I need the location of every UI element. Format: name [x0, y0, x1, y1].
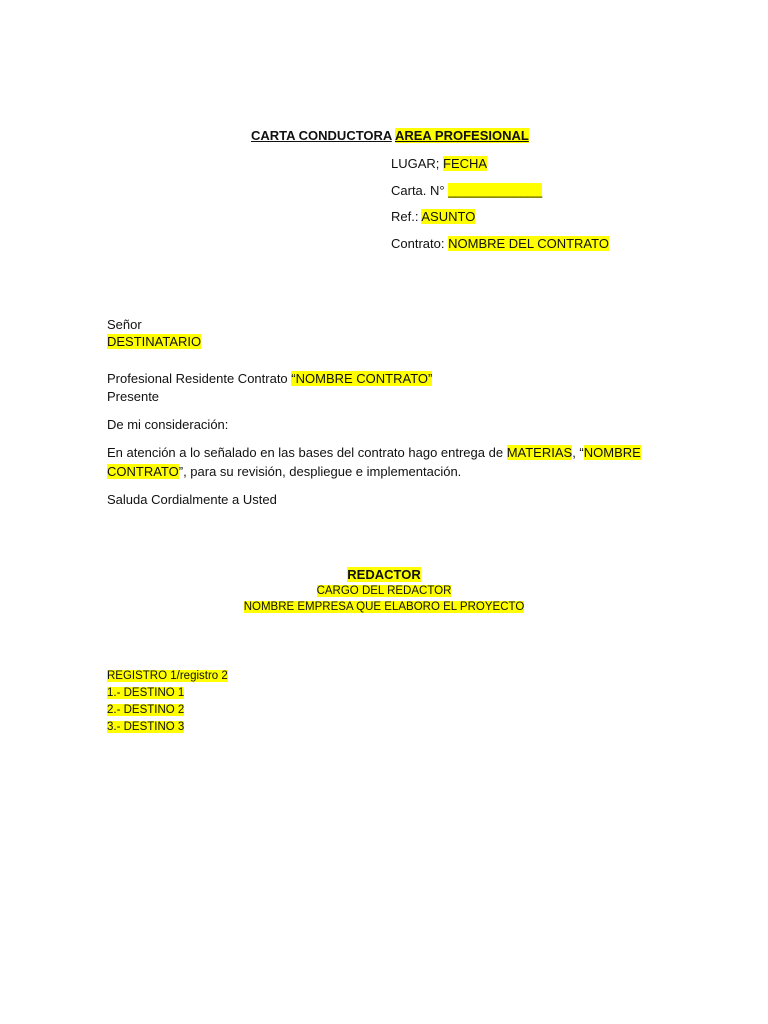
ref-value: ASUNTO	[421, 209, 476, 224]
materias-placeholder: MATERIAS	[506, 445, 573, 460]
destino-line-3	[107, 720, 184, 735]
destino-line-2	[107, 703, 184, 718]
signature-redactor: REDACTOR	[347, 567, 421, 582]
registro-line	[107, 669, 228, 684]
recipient-name-line	[107, 333, 201, 350]
nombre-placeholder-1: NOMBRE	[583, 445, 641, 460]
signature-cargo-line	[0, 584, 768, 599]
signature-redactor-line	[0, 566, 768, 583]
body-text-1: En atención a lo señalado en las bases del contrato hago entrega de	[107, 445, 504, 460]
destino-item: 2.- DESTINO 2	[107, 704, 185, 716]
recipient-role-line	[107, 370, 432, 387]
contrato-line	[391, 235, 609, 252]
nombre-placeholder-2: CONTRATO	[107, 464, 179, 479]
body-paragraph-line1	[107, 444, 641, 461]
title-prefix: CARTA CONDUCTORA	[251, 128, 392, 143]
contrato-value: NOMBRE DEL CONTRATO	[448, 236, 609, 251]
presente: Presente	[107, 389, 160, 404]
lugar-value: FECHA	[443, 156, 488, 171]
destino-line-1	[107, 686, 184, 701]
body-separator: , “	[572, 445, 584, 460]
recipient-role: Profesional Residente Contrato	[107, 371, 288, 386]
ref-label: Ref.:	[391, 209, 419, 224]
closing: Saluda Cordialmente a Usted	[107, 492, 277, 507]
destino-item: 3.- DESTINO 3	[107, 721, 185, 733]
registro: REGISTRO 1/registro 2	[107, 670, 228, 682]
contrato-label: Contrato:	[391, 236, 445, 251]
carta-line	[391, 182, 542, 199]
body-text-2: ”, para su revisión, despliegue e implementación.	[178, 464, 462, 479]
recipient-contract: “NOMBRE CONTRATO”	[291, 371, 433, 386]
carta-value: _____________	[448, 183, 543, 198]
body-paragraph-line2	[107, 463, 461, 480]
signature-empresa: NOMBRE EMPRESA QUE ELABORO EL PROYECTO	[243, 601, 525, 613]
carta-label: Carta. N°	[391, 183, 445, 198]
ref-line	[391, 208, 475, 225]
destino-item: 1.- DESTINO 1	[107, 687, 185, 699]
salutation: Señor	[107, 317, 142, 332]
recipient-name: DESTINATARIO	[107, 334, 202, 349]
lugar-line	[391, 155, 487, 172]
signature-cargo: CARGO DEL REDACTOR	[316, 585, 452, 597]
greeting: De mi consideración:	[107, 417, 229, 432]
signature-empresa-line	[0, 600, 768, 615]
lugar-label: LUGAR;	[391, 156, 440, 171]
title-highlight: AREA PROFESIONAL	[394, 128, 529, 143]
letter-title	[251, 127, 529, 144]
